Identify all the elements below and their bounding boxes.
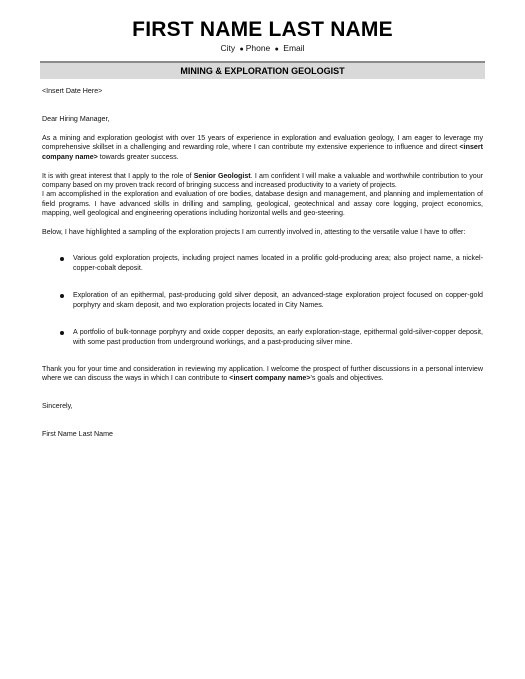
applicant-name: FIRST NAME LAST NAME: [132, 18, 393, 41]
list-item: A portfolio of bulk-tonnage porphyry and oxide copper deposits, an early exploration-stage, epithermal gold-silver-copper deposit, with some past production from underground workings, and a past-producing silver mine.: [73, 328, 483, 347]
contact-city: City: [220, 43, 236, 53]
company-placeholder: <insert company name>: [229, 374, 311, 383]
contact-line: [0, 43, 525, 53]
role-name: Senior Geologist: [193, 171, 251, 180]
list-item: Exploration of an epithermal, past-producing gold silver deposit, an advanced-stage exploration project focused on copper-gold porphyry and skarn deposit, and two exploration projects located in City Names.: [73, 291, 483, 310]
paragraph-intro: As a mining and exploration geologist with over 15 years of experience in exploration and evaluation geology, I am eager to leverage my comprehensive skillset in a challenging and rewarding role, where I can contribute my extensive experience to influence and direct <insert company name> towards greater success.: [42, 133, 483, 161]
letter-body: [42, 87, 483, 449]
bullet-separator-icon: ●: [239, 46, 244, 53]
bullet-icon: [60, 257, 64, 261]
contact-phone: Phone: [245, 43, 271, 53]
bullet-icon: [60, 331, 64, 335]
paragraph-thanks: Thank you for your time and consideration in reviewing my application. I welcome the prospect of further discussions in a personal interview where we can discuss the ways in which I can contribute to <insert company name>'s goals and objectives.: [42, 364, 483, 383]
bullet-icon: [60, 294, 64, 298]
list-item: Various gold exploration projects, including project names located in a prolific gold-producing area; also project name, a nickel-copper-cobalt deposit.: [73, 254, 483, 273]
paragraph-interest: It is with great interest that I apply to the role of Senior Geologist. I am confident I will make a valuable and worthwhile contribution to your company based on my proven track record of bringing success and increased productivity to a variety of projects.: [42, 171, 484, 189]
company-placeholder: <insert company name>: [42, 143, 483, 161]
job-title-bar: MINING & EXPLORATION GEOLOGIST: [40, 61, 485, 79]
paragraph-skills: I am accomplished in the exploration and evaluation of ore bodies, database design and management, and planning and implementation of field programs. I have advanced skills in drilling and sampling, geological, geotechnical and assay core logging, project economics, mapping, well geological and engineering operations including horizontal wells and geo-steering.: [42, 190, 483, 218]
bullet-separator-icon: ●: [274, 46, 279, 53]
signature: First Name Last Name: [42, 430, 113, 439]
contact-email: Email: [283, 43, 305, 53]
letter-date: <Insert Date Here>: [42, 87, 103, 95]
paragraph-projects-intro: Below, I have highlighted a sampling of the exploration projects I am currently involved in, attesting to the versatile value I have to offer:: [42, 228, 466, 237]
closing: Sincerely,: [42, 402, 73, 411]
salutation: Dear Hiring Manager,: [42, 114, 110, 123]
project-list: [42, 254, 483, 346]
